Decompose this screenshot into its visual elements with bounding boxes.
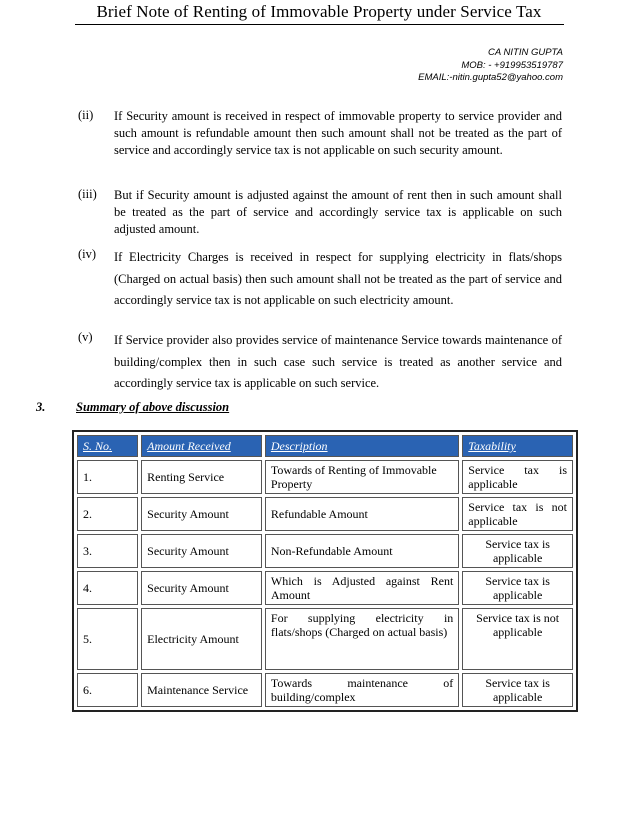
author-name: CA NITIN GUPTA (488, 47, 563, 58)
cell-amount: Security Amount (141, 497, 262, 531)
table-row (77, 673, 573, 707)
list-item-iv (78, 247, 562, 312)
item-text: If Security amount is received in respect of immovable property to service provider and such amount is refundable amount then such amount shall not be treated as the part of service and accordingly service tax is not applicable on such security amount. (114, 109, 562, 157)
item-text: If Service provider also provides service of maintenance Service towards maintenance of building/complex then in such case such service is treated as another service and accordingly service tax is applicable on such service. (114, 333, 562, 390)
header-taxability: Taxability (462, 435, 573, 457)
cell-amount: Electricity Amount (141, 608, 262, 670)
author-block (418, 47, 563, 85)
table-row (77, 608, 573, 670)
author-mobile: MOB: - +919953519787 (461, 59, 563, 71)
item-text: But if Security amount is adjusted against the amount of rent then in such amount shall be treated as the part of service and accordingly service tax is applicable on such adjusted amount. (114, 188, 562, 236)
list-item-ii (78, 108, 562, 159)
section-title: Summary of above discussion (76, 400, 230, 414)
cell-sno: 4. (77, 571, 138, 605)
page-title: Brief Note of Renting of Immovable Property under Service Tax (96, 2, 542, 21)
header-sno: S. No. (77, 435, 138, 457)
item-text: If Electricity Charges is received in respect for supplying electricity in flats/shops (Charged on actual basis) then such amount shall not be treated as the part of service and accordingly service tax is not applicable on such electricity amount. (114, 250, 562, 307)
table-row (77, 534, 573, 568)
cell-taxability: Service tax is applicable (462, 571, 573, 605)
cell-description: Which is Adjusted against Rent Amount (265, 571, 459, 605)
cell-sno: 1. (77, 460, 138, 494)
list-item-v (78, 330, 562, 395)
table-row (77, 497, 573, 531)
cell-amount: Security Amount (141, 571, 262, 605)
cell-description: Towards maintenance of building/complex (265, 673, 459, 707)
cell-sno: 2. (77, 497, 138, 531)
table-row (77, 460, 573, 494)
cell-amount: Renting Service (141, 460, 262, 494)
cell-sno: 6. (77, 673, 138, 707)
cell-amount: Maintenance Service (141, 673, 262, 707)
cell-taxability: Service tax is not applicable (462, 608, 573, 670)
cell-amount: Security Amount (141, 534, 262, 568)
cell-description: Non-Refundable Amount (265, 534, 459, 568)
item-number: (iii) (78, 187, 97, 201)
header-amount-received: Amount Received (141, 435, 262, 457)
cell-description: Refundable Amount (265, 497, 459, 531)
title-underline (75, 24, 564, 25)
table-row (77, 571, 573, 605)
summary-table (72, 430, 578, 712)
item-number: (v) (78, 330, 93, 344)
section-number: 3. (36, 400, 46, 414)
cell-sno: 3. (77, 534, 138, 568)
cell-sno: 5. (77, 608, 138, 670)
item-number: (iv) (78, 247, 97, 261)
item-number: (ii) (78, 108, 94, 122)
header-description: Description (265, 435, 459, 457)
author-email: EMAIL:-nitin.gupta52@yahoo.com (418, 72, 563, 83)
cell-taxability: Service tax is applicable (462, 534, 573, 568)
table-header-row (77, 435, 573, 457)
list-item-iii (78, 187, 562, 238)
cell-taxability: Service tax is not applicable (462, 497, 573, 531)
cell-description: Towards of Renting of Immovable Property (265, 460, 459, 494)
cell-taxability: Service tax is applicable (462, 673, 573, 707)
cell-description: For supplying electricity in flats/shops (Charged on actual basis) (265, 608, 459, 670)
cell-taxability: Service tax is applicable (462, 460, 573, 494)
